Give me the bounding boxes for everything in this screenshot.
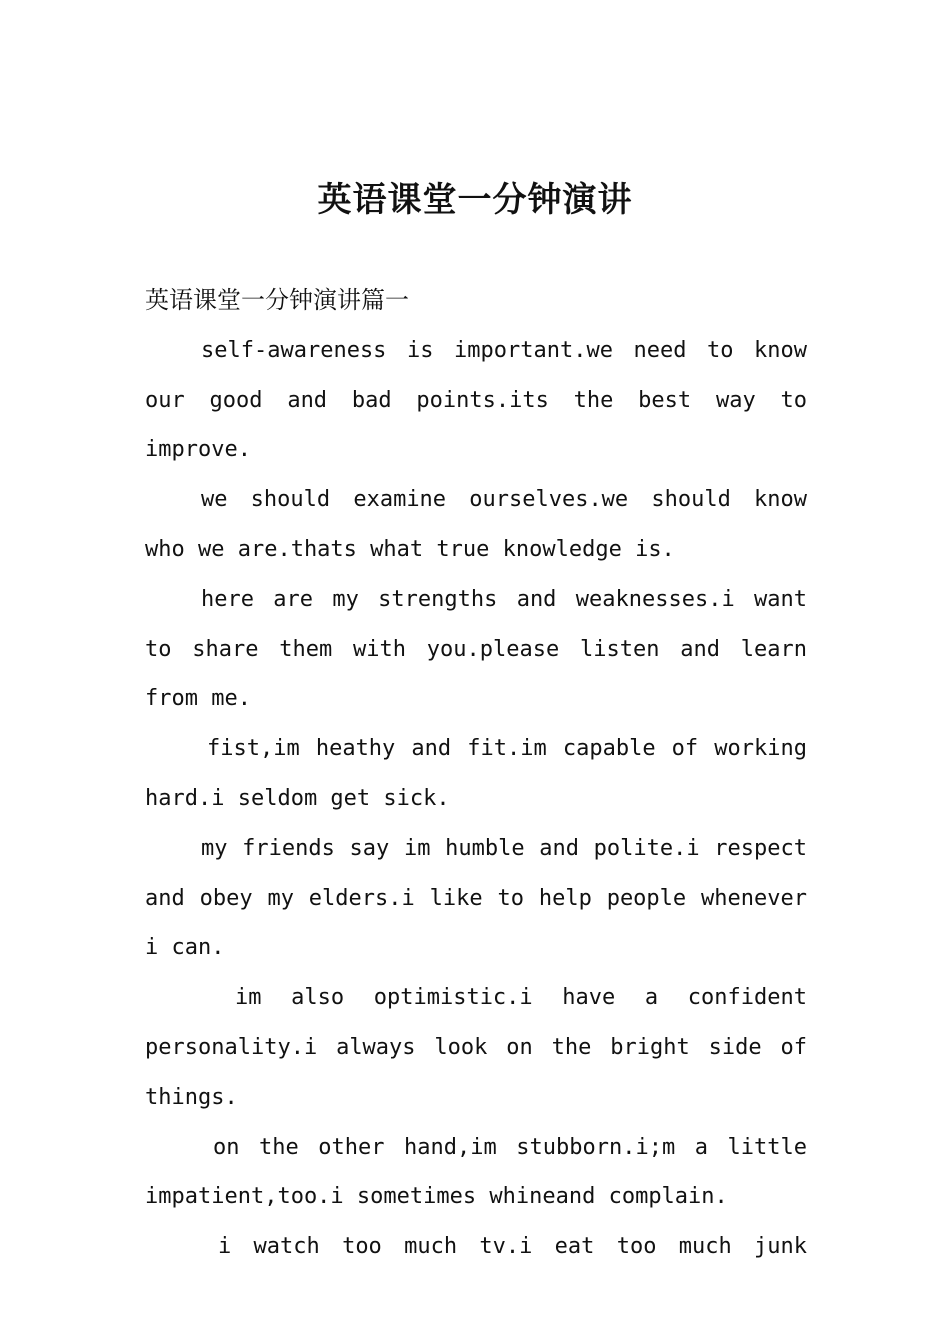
paragraph: fist,im heathy and fit.im capable of working hard.i seldom get sick. — [145, 736, 807, 811]
paragraph: im also optimistic.i have a confident personality.i always look on the bright side of things. — [145, 985, 807, 1110]
section-heading: 英语课堂一分钟演讲篇一 — [145, 286, 409, 314]
document-title: 英语课堂一分钟演讲 — [317, 180, 633, 220]
paragraph: my friends say im humble and polite.i respect and obey my elders.i like to help people whenever i can. — [145, 835, 807, 961]
paragraph: here are my strengths and weaknesses.i want to share them with you.please listen and learn from me. — [145, 586, 807, 712]
paragraph: on the other hand,im stubborn.i;m a little impatient,too.i sometimes whineand complain. — [145, 1134, 807, 1210]
paragraph: i watch too much tv.i eat too much junk — [218, 1234, 807, 1260]
paragraph: self-awareness is important.we need to know our good and bad points.its the best way to improve. — [145, 337, 807, 463]
paragraph: we should examine ourselves.we should know who we are.thats what true knowledge is. — [145, 487, 807, 562]
document-body — [145, 276, 807, 1272]
